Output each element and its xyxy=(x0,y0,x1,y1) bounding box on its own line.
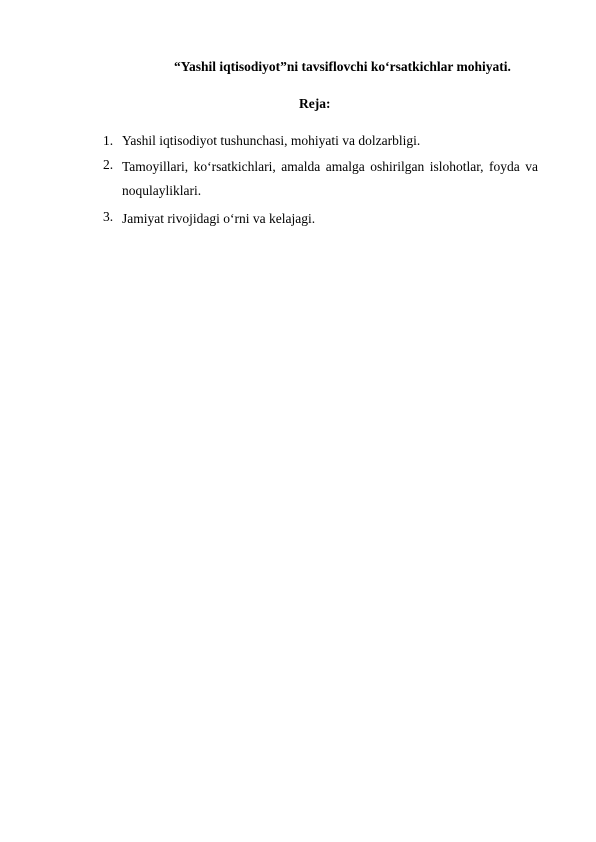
plan-item-number: 1. xyxy=(103,133,114,148)
plan-item-text: Jamiyat rivojidagi o‘rni va kelajagi. xyxy=(122,211,316,226)
plan-item-text: Yashil iqtisodiyot tushunchasi, mohiyati va dolzarbligi. xyxy=(122,133,421,148)
plan-list xyxy=(103,131,538,235)
plan-item-number: 3. xyxy=(103,209,114,224)
plan-item-number: 2. xyxy=(103,157,114,172)
plan-item xyxy=(103,207,538,231)
plan-item xyxy=(103,155,538,203)
plan-item-text: Tamoyillari, ko‘rsatkichlari, amalda amalga oshirilgan islohotlar, foyda va noqulayliklari. xyxy=(122,159,538,198)
document-title: “Yashil iqtisodiyot”ni tavsiflovchi ko‘rsatkichlar mohiyati. xyxy=(174,59,511,74)
plan-item xyxy=(103,131,538,151)
plan-heading: Reja: xyxy=(299,96,331,111)
